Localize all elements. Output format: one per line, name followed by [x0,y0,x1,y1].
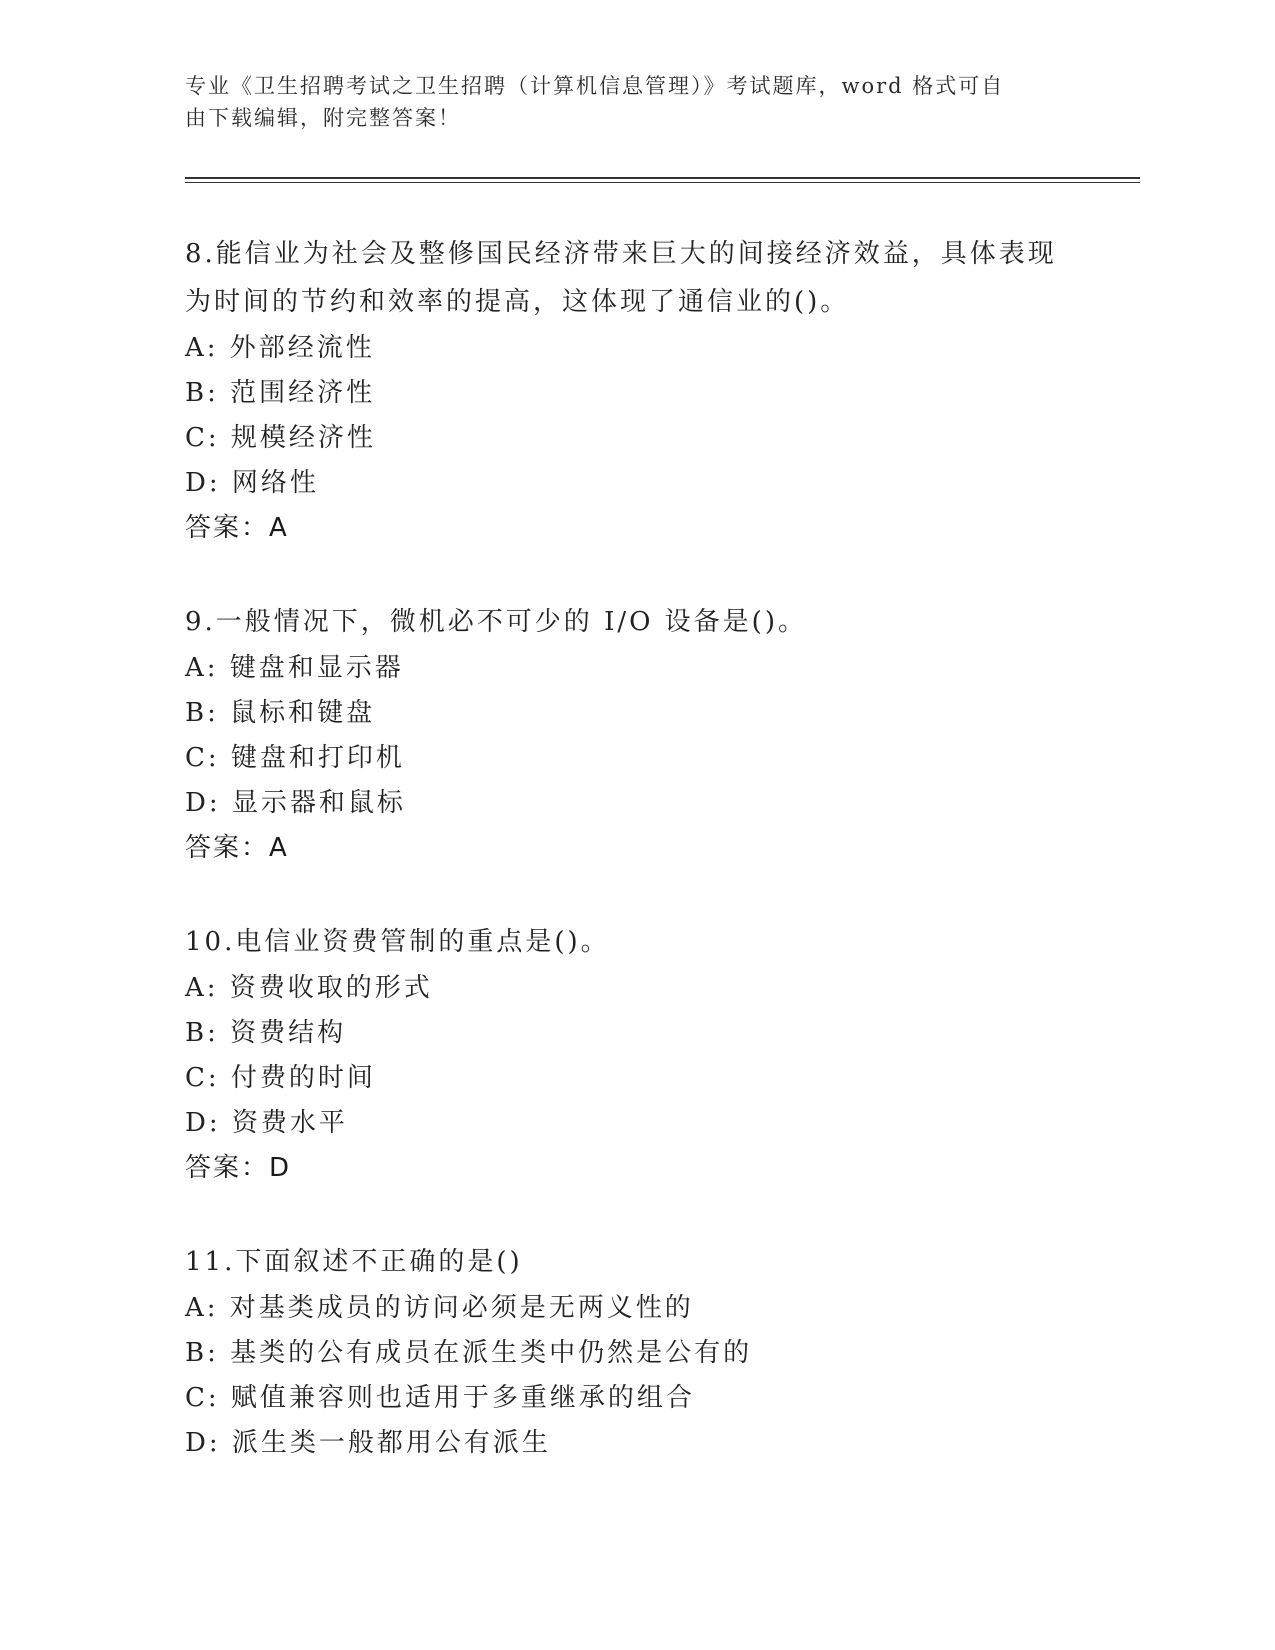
option-d: D: 显示器和鼠标 [185,788,406,818]
header-divider-thick [185,177,1140,179]
option-a: A: 资费收取的形式 [185,973,433,1003]
header-divider-thin [185,182,1140,183]
document-header [185,70,1065,134]
question-11 [185,1238,1065,1466]
question-10 [185,918,1065,1191]
option-d: D: 网络性 [185,468,319,498]
option-c: C: 赋值兼容则也适用于多重继承的组合 [185,1383,695,1413]
option-a: A: 对基类成员的访问必须是无两义性的 [185,1293,694,1323]
question-list [185,230,1065,1466]
answer-key: 答案：D [185,1153,292,1183]
header-intro-line-2: 由下载编辑，附完整答案！ [185,106,461,130]
option-b: B: 基类的公有成员在派生类中仍然是公有的 [185,1338,753,1368]
question-stem: 10.电信业资费管制的重点是()。 [185,927,610,957]
answer-key: 答案：A [185,833,289,863]
question-9 [185,598,1065,871]
question-8 [185,230,1065,551]
question-stem: 11.下面叙述不正确的是() [185,1247,523,1277]
question-stem: 9.一般情况下，微机必不可少的 I/O 设备是()。 [185,607,807,637]
option-b: B: 资费结构 [185,1018,347,1048]
option-c: C: 键盘和打印机 [185,743,405,773]
option-d: D: 资费水平 [185,1108,348,1138]
option-a: A: 键盘和显示器 [185,653,404,683]
question-spacer [185,871,1065,918]
option-b: B: 鼠标和键盘 [185,698,376,728]
option-d: D: 派生类一般都用公有派生 [185,1428,551,1458]
option-b: B: 范围经济性 [185,378,376,408]
question-stem: 8.能信业为社会及整修国民经济带来巨大的间接经济效益，具体表现 [185,239,1057,269]
option-c: C: 付费的时间 [185,1063,376,1093]
question-stem-continued: 为时间的节约和效率的提高，这体现了通信业的()。 [185,287,850,317]
answer-key: 答案：A [185,513,289,543]
question-spacer [185,551,1065,598]
question-spacer [185,1191,1065,1238]
option-a: A: 外部经流性 [185,333,375,363]
option-c: C: 规模经济性 [185,423,376,453]
header-intro-line-1: 专业《卫生招聘考试之卫生招聘（计算机信息管理）》考试题库，word 格式可自 [185,74,1005,98]
